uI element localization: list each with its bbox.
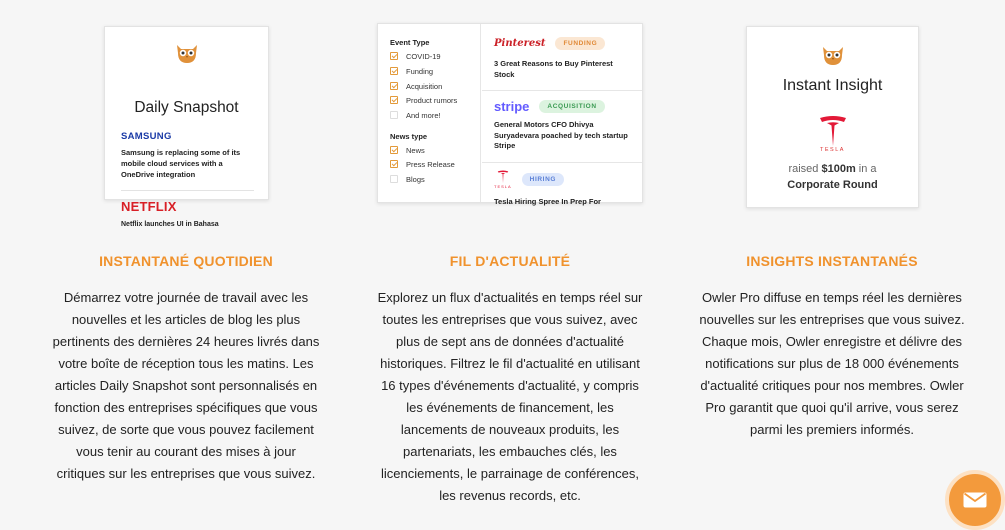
netflix-logo: NETFLIX: [121, 199, 177, 214]
tesla-wordmark: TESLA: [494, 184, 512, 189]
checkbox[interactable]: [390, 82, 398, 90]
news-type-heading: News type: [390, 132, 428, 141]
news-snippet: Netflix launches UI in Bahasa: [121, 221, 219, 228]
filter-item[interactable]: Press Release: [390, 158, 455, 170]
mail-icon: [963, 492, 987, 508]
tesla-logo-icon: [819, 115, 847, 147]
checkbox[interactable]: [390, 52, 398, 60]
tesla-logo-icon: [496, 170, 510, 184]
event-type-heading: Event Type: [390, 38, 430, 47]
filter-item[interactable]: And more!: [390, 109, 441, 121]
filter-panel: [378, 24, 481, 202]
tag-badge: FUNDING: [555, 37, 605, 50]
filter-item[interactable]: Acquisition: [390, 80, 442, 92]
filter-item[interactable]: News: [390, 144, 425, 156]
tag-badge: HIRING: [522, 173, 564, 186]
checkbox[interactable]: [390, 146, 398, 154]
filter-item[interactable]: COVID-19: [390, 50, 441, 62]
funding-summary: raised $100m in a Corporate Round: [787, 163, 878, 191]
checkbox[interactable]: [390, 160, 398, 168]
news-headline: General Motors CFO Dhivya Suryadevara poached by tech startup Stripe: [494, 120, 628, 150]
checkbox[interactable]: [390, 96, 398, 104]
news-feed-card: [377, 23, 643, 206]
pinterest-logo: Pinterest: [494, 38, 546, 49]
filter-item[interactable]: Blogs: [390, 173, 425, 185]
instant-insight-card: [746, 26, 919, 208]
news-item[interactable]: [482, 24, 642, 91]
daily-snapshot-title: Daily Snapshot: [134, 99, 239, 116]
news-item[interactable]: [482, 91, 642, 163]
checkbox[interactable]: [390, 111, 398, 119]
filter-item[interactable]: Product rumors: [390, 94, 457, 106]
stripe-logo: stripe: [494, 99, 530, 114]
funding-round: Corporate Round: [787, 179, 878, 191]
section-description-insights: Owler Pro diffuse en temps réel les dernières nouvelles sur les entreprises que vous suivez. Chaque mois, Owler enregistre et délivre des notifications sur plus de 18 000 événements d'actualité critiques pour nos membres. Owler Pro garantit que quoi qu'il arrive, vous serez parmi les premiers informés.: [699, 290, 965, 437]
section-heading-daily: INSTANTANÉ QUOTIDIEN: [99, 253, 273, 269]
news-snippet: Samsung is replacing some of its mobile cloud services with a OneDrive integration: [121, 148, 241, 179]
funding-amount: $100m: [821, 163, 856, 175]
tag-badge: ACQUISITION: [539, 100, 604, 113]
section-description-feed: Explorez un flux d'actualités en temps réel sur toutes les entreprises que vous suivez, avec plus de sept ans de données d'actualité historiques. Filtrez le fil d'actualité en utilisant 16 types d'événements d'actualité, y compris les événements de financement, les lancements de nouveaux produits, les partenariats, les embauches clés, les licenciements, le parrainage de conférences, les revenus records, etc.: [377, 290, 643, 503]
section-heading-feed: FIL D'ACTUALITÉ: [449, 253, 571, 269]
news-list: [482, 24, 642, 206]
owl-icon: [820, 43, 846, 67]
divider: [121, 190, 254, 191]
news-item[interactable]: [482, 163, 642, 204]
checkbox[interactable]: [390, 175, 398, 183]
news-headline: 3 Great Reasons to Buy Pinterest Stock: [494, 59, 613, 79]
checkbox[interactable]: [390, 67, 398, 75]
instant-insight-title: Instant Insight: [782, 77, 883, 94]
tesla-wordmark: TESLA: [820, 147, 845, 153]
news-headline: Tesla Hiring Spree In Prep For: [494, 197, 601, 206]
contact-button[interactable]: [945, 470, 1005, 530]
filter-item[interactable]: Funding: [390, 65, 433, 77]
section-heading-insights: INSIGHTS INSTANTANÉS: [746, 253, 918, 269]
owl-icon: [174, 41, 200, 65]
section-description-daily: Démarrez votre journée de travail avec les nouvelles et les articles de blog les plus pertinents des dernières 24 heures livrés dans votre boîte de réception tous les matins. Les articles Daily Snapshot sont personnalisés en fonction des entreprises spécifiques que vous suivez, de sorte que vous pouvez facilement vous tenir au courant des mises à jour critiques sur les entreprises que vous suivez.: [52, 290, 320, 481]
samsung-logo: SAMSUNG: [121, 131, 172, 142]
daily-snapshot-card: [104, 26, 269, 228]
